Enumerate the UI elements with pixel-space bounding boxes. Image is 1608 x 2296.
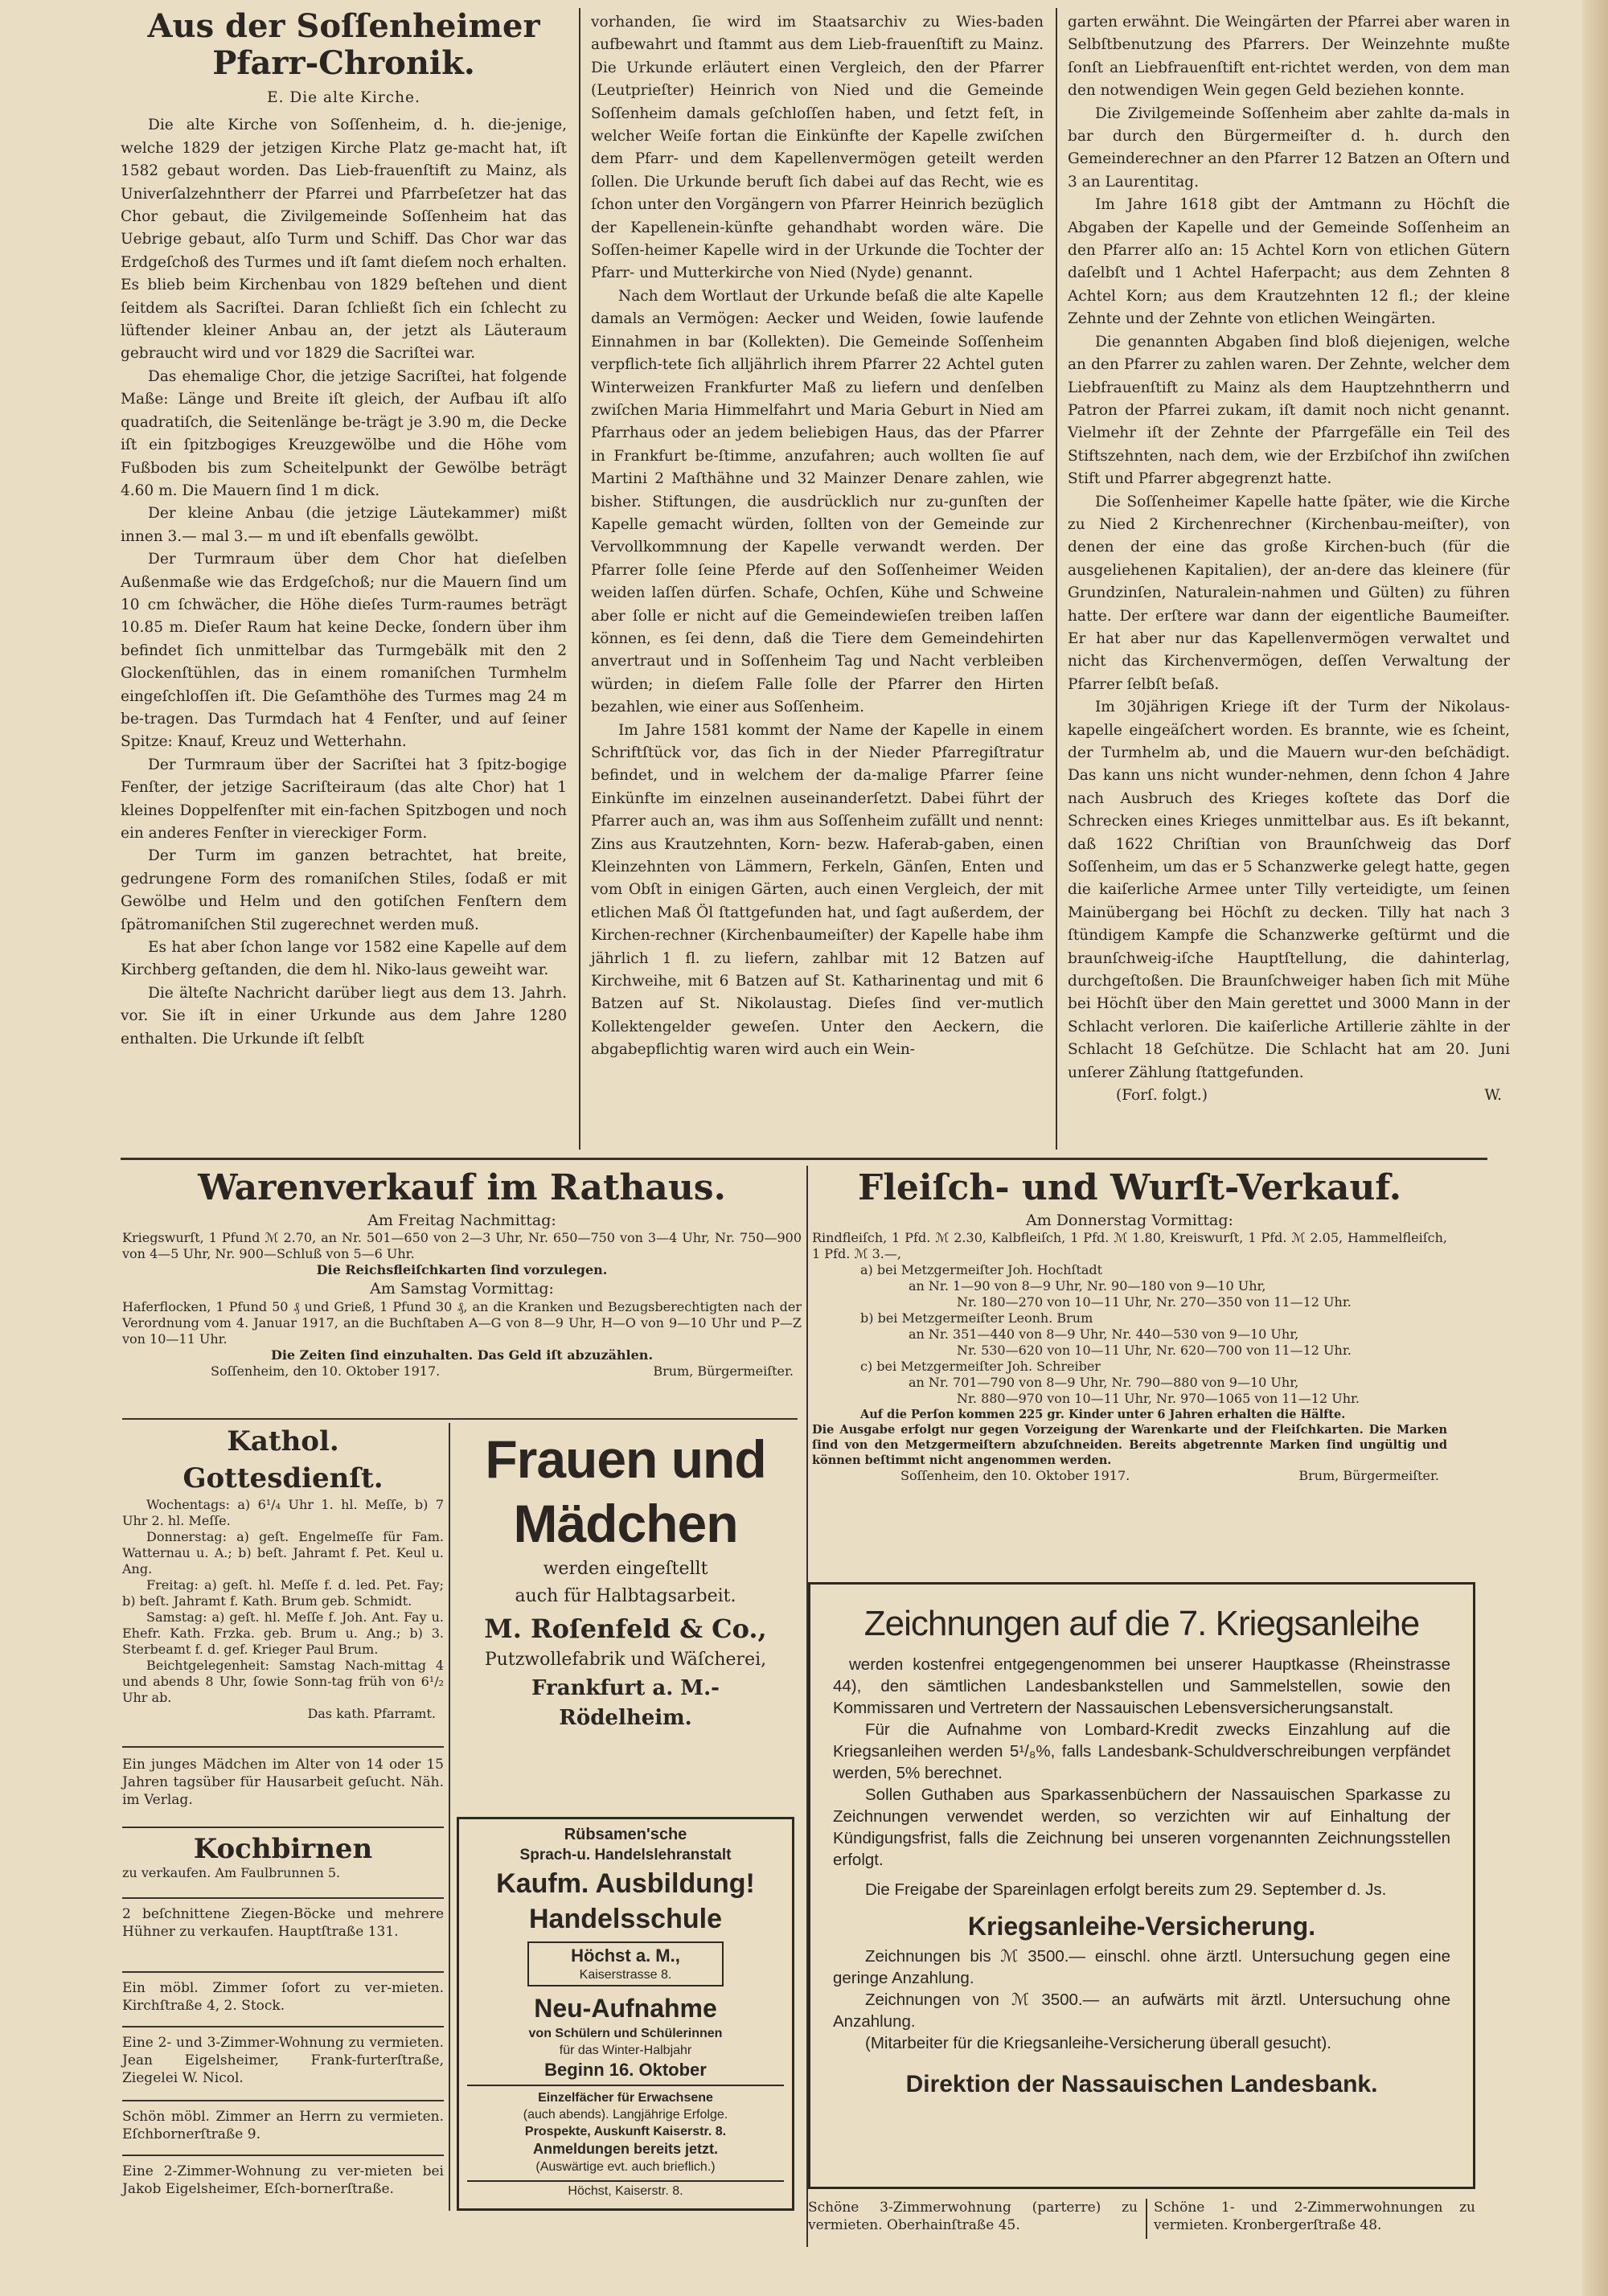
article-subtitle: E. Die alte Kirche.	[267, 89, 420, 106]
article-paragraph: Die alte Kirche von Soſſenheim, d. h. die-jenige, welche 1829 der jetzigen Kirche Platz ge-macht hat, iſt 1582 gebaut worden. Das Lieb-frauenſtift zu Mainz, als Univerſalzehntherr der Pfarrei und Pfarrbeſetzer hat das Chor gebaut, die Zivilgemeinde Soſſenheim hat das Uebrige gebaut, alſo Turm und Schiff. Das Chor war das Erdgeſchoß des Turmes und iſt ſamt dieſem noch erhalten. Es blieb beim Kirchenbau von 1829 beſtehen und dient ſeitdem als Sacriſtei. Daran ſchließt ſich ein ſchlecht zu lüftender kleiner Anbau an, der jetzt als Läuteraum gebraucht wird und vor 1829 die Sacriſtei war.	[121, 117, 567, 363]
article-paragraph: Der kleine Anbau (die jetzige Läutekammer) mißt innen 3.— mal 3.— m und iſt ebenfalls gewölbt.	[121, 505, 567, 545]
rosenfeld-company: M. Roſenfeld & Co.,	[484, 1613, 767, 1644]
article-paragraph: Die älteſte Nachricht darüber liegt aus dem 13. Jahrh. vor. Sie iſt in einer Urkunde aus dem Jahre 1280 enthalten. Die Urkunde iſt ſelbſt	[121, 984, 567, 1048]
rosenfeld-headline: Mädchen	[513, 1494, 738, 1553]
small-ad-kochbirnen: Kochbirnen zu verkaufen. Am Faulbrunnen 5.	[122, 1827, 444, 1881]
butcher-c-line: an Nr. 701—790 von 8—9 Uhr, Nr. 790—880 von 9—10 Uhr,	[909, 1375, 1299, 1390]
article-paragraph: Das ehemalige Chor, die jetzige Sacriſtei, hat folgende Maße: Länge und Breite iſt gleich, der Aufbau iſt alſo quadratiſch, die Seitenlänge be-trägt je 3.90 m, die Decke iſt ein ſpitzbogiges Kreuzgewölbe und die Höhe vom Fußboden bis zum Scheitelpunkt der Gewölbe beträgt 4.60 m. Die Mauern ſind 1 m dick.	[121, 367, 567, 499]
butcher-a-line: Nr. 180—270 von 10—11 Uhr, Nr. 270—350 von 11—12 Uhr.	[957, 1294, 1352, 1310]
butcher-c: c) bei Metzgermeiſter Joh. Schreiber	[860, 1359, 1101, 1374]
footer-place: Soſſenheim, den 10. Oktober 1917.	[211, 1363, 441, 1379]
service-sign: Das kath. Pfarramt.	[307, 1706, 436, 1721]
friday-heading: Am Freitag Nachmittag:	[367, 1212, 556, 1229]
butcher-c-line: Nr. 880—970 von 10—11 Uhr, Nr. 970—1065 von 11—12 Uhr.	[957, 1391, 1360, 1406]
fleisch-title: Fleiſch- und Wurſt-Verkauf.	[857, 1167, 1402, 1208]
small-ad-wohnung: Eine 2-Zimmer-Wohnung zu ver-mieten bei Jakob Eigelsheimer, Eſch-bornerſtraße.	[122, 2155, 444, 2198]
small-ad-wohnung: Schöne 1- und 2-Zimmerwohnungen zu vermieten. Kronbergerſtraße 48.	[1154, 2200, 1475, 2233]
small-ad-wohnung: Eine 2- und 3-Zimmer-Wohnung zu vermieten. Jean Eigelsheimer, Frank-furterſtraße, Ziegelei W. Nicol.	[122, 2026, 444, 2087]
column-rule	[1146, 2199, 1147, 2239]
butcher-a-line: an Nr. 1—90 von 8—9 Uhr, Nr. 90—180 von 9—10 Uhr,	[909, 1278, 1266, 1294]
friday-note: Die Reichsfleiſchkarten ſind vorzulegen.	[316, 1262, 608, 1277]
landesbank-sign: Direktion der Nassauischen Landesbank.	[905, 2071, 1378, 2097]
article-paragraph: Die Soſſenheimer Kapelle hatte ſpäter, wie die Kirche zu Nied 2 Kirchenrechner (Kirchenbau-meiſter), von denen der eine das große Kirchen-buch (für die ausgeliehenen Kapitalien), der an-dere das kleinere (für Grundzinſen, Naturalein-nahmen und Gülten) zu führen hatte. Der erſtere war dann der eigentliche Baumeiſter. Er hat aber nur das Kapellenvermögen verwaltet und nicht das Kirchenvermögen, deſſen Verwaltung der Pfarrer ſelbſt beſaß.	[1068, 493, 1510, 693]
article-paragraph: Der Turmraum über der Sacriſtei hat 3 ſpitz-bogige Fenſter, der jetzige Sacriſteiraum (das alte Chor) hat 1 kleines Doppelfenſter mit ein-fachen Spitzbogen und noch ein anderes Fenſter in viereckiger Form.	[121, 756, 567, 842]
kriegsanleihe-title: Zeichnungen auf die 7. Kriegsanleihe	[863, 1604, 1420, 1643]
fleisch-note: Die Ausgabe erfolgt nur gegen Vorzeigung der Warenkarte und der Fleiſchkarten. Die Marken ſind von den Metzgermeiſtern abzuſchneiden. Bereits abgetrennte Marken ſind ungültig und können beſtimmt nicht angenommen werden.	[812, 1423, 1447, 1467]
small-ad-maedchen: Ein junges Mädchen im Alter von 14 oder 15 Jahren tagsüber für Hausarbeit geſucht. Näh. im Verlag.	[122, 1746, 444, 1809]
article-paragraph: Im Jahre 1581 kommt der Name der Kapelle in einem Schriftſtück vor, das ſich in der Nieder Pfarregiſtratur befindet, und in welchem der da-malige Pfarrer ſeine Einkünfte im einzelnen auseinanderſetzt. Dabei führt der Pfarrer auch an, was ihm aus Soſſenheim zufällt und nennt: Zins aus Krautzehnten, Korn- bezw. Haferab-gaben, einen Kleinzehnten von Lämmern, Ferkeln, Gänſen, Enten und vom Obſt in einigen Gärten, auch einen Vergleich, der mit etlichen Maß Öl ſtattgefunden hat, und ſagt außerdem, der Kirchen-rechner (Kirchenbaumeiſter) der Kapelle habe ihm jährlich 1 fl. zu liefern, zahlbar mit 12 Batzen auf Kirchweihe, mit 6 Batzen auf St. Katharinentag und mit 6 Batzen auf St. Nikolaustag. Dieſes ſind ver-mutlich Kollektengelder geweſen. Unter den Aeckern, die abgabepflichtig waren wird auch ein Wein-	[591, 721, 1044, 1059]
column-rule	[1056, 8, 1057, 1150]
butcher-b: b) bei Metzgermeiſter Leonh. Brum	[860, 1310, 1093, 1326]
fleisch-heading: Am Donnerstag Vormittag:	[1026, 1212, 1233, 1229]
article-column-3	[1068, 11, 1510, 1107]
address-box: Höchst a. M., Kaiserstrasse 8.	[527, 1941, 724, 1986]
page-edge	[1582, 0, 1608, 2296]
author-initial: W.	[1484, 1087, 1502, 1105]
service-line: Freitag: a) geſt. hl. Meſſe f. d. led. Pet. Fay; b) beſt. Jahramt f. Kath. Brum geb. Schmidt.	[122, 1577, 444, 1609]
butcher-a: a) bei Metzgermeiſter Joh. Hochſtadt	[860, 1262, 1103, 1277]
butcher-b-line: an Nr. 351—440 von 8—9 Uhr, Nr. 440—530 von 9—10 Uhr,	[909, 1326, 1299, 1342]
article-paragraph: Nach dem Wortlaut der Urkunde beſaß die alte Kapelle damals an Vermögen: Aecker und Weiden, ſowie laufende Einnahmen in bar (Kollekten). Die Gemeinde Soſſenheim verpflich-tete ſich alljährlich ihrem Pfarrer 22 Achtel guten Winterweizen Frankfurter Maß zu liefern und denſelben zwiſchen Maria Himmelfahrt und Maria Geburt in Nied am Pfarrhaus oder an jedem beliebigen Haus, das der Pfarrer in Frankfurt be-ſtimme, anzufahren; auch wollten ſie auf Martini 2 Maſthähne und 32 Mainzer Denare zahlen, wie bisher. Stiftungen, die ausdrücklich nur zu-gunſten der Kapelle gemacht würden, ſollten von der Gemeinde zur Vervollkommnung der Kapelle verwandt werden. Der Pfarrer ſolle ſeine Pferde auf den Soſſenheimer Weiden weiden laſſen dürfen. Schafe, Ochſen, Kühe und Schweine aber ſolle er nicht auf die Gemeindewieſen treiben laſſen können, es ſei denn, daß die Tiere dem Gemeindehirten anvertraut und in Soſſenheim Tag und Nacht verbleiben würden; in dieſem Falle ſolle der Pfarrer den Hirten bezahlen, wie einer aus Soſſenheim.	[591, 287, 1044, 716]
footer-place: Soſſenheim, den 10. Oktober 1917.	[900, 1468, 1130, 1483]
article-column-1	[121, 8, 567, 1051]
rosenfeld-ad: Frauen und Mädchen werden eingeſtellt auch für Halbtagsarbeit. M. Roſenfeld & Co., Putzwollefabrik und Wäſcherei, Frankfurt a. M.- Rödelheim.	[457, 1427, 794, 1781]
gottesdienst-title: Kathol. Gottesdienſt.	[183, 1425, 384, 1494]
article-paragraph: vorhanden, ſie wird im Staatsarchiv zu Wies-baden aufbewahrt und ſtammt aus dem Lieb-frauenſtift zu Mainz. Die Urkunde erläutert einen Vergleich, den der Pfarrer (Leutprieſter) Heinrich von Nied und die Gemeinde Soſſenheim damals geſchloſſen haben, und ſetzt feſt, in welcher Weiſe fortan die Einkünfte der Kapelle zwiſchen dem Pfarr- und dem Kapellenvermögen geteilt werden ſollen. Die Urkunde beruft ſich dabei auf das Recht, wie es ſchon unter den Vorgängern von Pfarrer Heinrich bezüglich der Kapellenein-künfte gehandhabt worden wäre. Die Soſſen-heimer Kapelle wird in der Urkunde die Tochter der Pfarr- und Mutterkirche von Nied (Nyde) genannt.	[591, 14, 1044, 282]
article-paragraph: Im Jahre 1618 gibt der Amtmann zu Höchſt die Abgaben der Kapelle und der Gemeinde Soſſenheim an den Pfarrer alſo an: 15 Achtel Korn von etlichen Gütern daſelbſt und 1 Achtel Haferpacht; aus dem Zehnten 8 Achtel Korn; aus dem Krautzehnten 12 fl.; der kleine Zehnte und der Zehnte von etlichen Weingärten.	[1068, 196, 1510, 328]
gottesdienst-notice	[122, 1423, 444, 1722]
article-paragraph: Im 30jährigen Kriege iſt der Turm der Nikolaus-kapelle eingeäſchert worden. Es brannte, wie es ſcheint, der Turmhelm ab, und die Mauern wur-den beſchädigt. Das kann uns nicht wunder-nehmen, denn ſchon 4 Jahre nach Ausbruch des Krieges koſtete das Dorf die Schrecken eines Krieges unmittelbar aus. Es iſt bekannt, daß 1622 Chriſtian von Braunſchweig das Dorf Soſſenheim, um das er 5 Schanzwerke gelegt hatte, gegen die kaiſerliche Armee unter Tilly verteidigte, um ſeinen Mainübergang bei Höchſt zu decken. Tilly hat nach 3 ſtündigem Kampfe die Schanzwerke geſtürmt und die braunſchweig-iſche Hauptſtellung, die dahinterlag, durchgeſtoßen. Die Braunſchweiger haben ſich mit Mühe bei Höchſt über den Main gerettet und 3000 Mann in der Schlacht verloren. Die kaiſerliche Artillerie zählte in der Schlacht 18 Geſchütze. Die Schlacht hat am 20. Juni unſerer Zählung ſtattgefunden.	[1068, 699, 1510, 1081]
service-line: Beichtgelegenheit: Samstag Nach-mittag 4 und abends 8 Uhr, ſowie Sonn-tag früh von 6¹/₂ Uhr ab.	[122, 1658, 444, 1705]
article-paragraph: Es hat aber ſchon lange vor 1582 eine Kapelle auf dem Kirchberg geſtanden, die dem hl. Niko-laus geweiht war.	[121, 939, 567, 979]
friday-text: Kriegswurſt, 1 Pfund ℳ 2.70, an Nr. 501—650 von 2—3 Uhr, Nr. 650—750 von 3—4 Uhr, Nr. 750—900 von 4—5 Uhr, Nr. 900—Schluß von 5—6 Uhr.	[122, 1230, 802, 1261]
column-rule	[579, 8, 580, 1150]
article-paragraph: Die genannten Abgaben ſind bloß diejenigen, welche an den Pfarrer zu zahlen waren. Der Zehnte, welcher dem Liebfrauenſtift zu Mainz als dem Hauptzehntherrn und Patron der Pfarrei zukam, iſt damit noch nicht genannt. Vielmehr iſt der Zehnte der Pfarrgefälle ein Teil des Stiftszehnten, nach dem, wie der Erzbiſchof ihn zwiſchen Stift und Pfarrer abgegrenzt hatte.	[1068, 333, 1510, 488]
saturday-text: Haferflocken, 1 Pfund 50 ₰ und Grieß, 1 Pfund 30 ₰, an die Kranken und Bezugsberechtigten nach der Verordnung vom 4. Januar 1917, an die Buchſtaben A—G von 8—9 Uhr, H—O von 9—10 Uhr und P—Z von 10—11 Uhr.	[122, 1299, 802, 1347]
footer-sign: Brum, Bürgermeiſter.	[1298, 1468, 1439, 1483]
small-ad-zimmer: Ein möbl. Zimmer ſofort zu ver-mieten. Kirchſtraße 4, 2. Stock.	[122, 1971, 444, 2015]
service-line: Donnerstag: a) geſt. Engelmeſſe für Fam. Watternau u. A.; b) beſt. Jahramt f. Pet. Keul u. Ang.	[122, 1529, 444, 1576]
versicherung-title: Kriegsanleihe-Versicherung.	[967, 1912, 1316, 1941]
saturday-note: Die Zeiten ſind einzuhalten. Das Geld iſt abzuzählen.	[270, 1347, 654, 1363]
warenverkauf-notice	[122, 1166, 802, 1415]
column-rule	[449, 1423, 450, 2211]
article-paragraph: garten erwähnt. Die Weingärten der Pfarrei aber waren in Selbſtbenutzung des Pfarrers. Der Weinzehnte mußte ſonſt an Liebfrauenſtift ent-richtet werden, von dem man den notwendigen Wein gegen Geld beziehen konnte.	[1068, 14, 1510, 100]
section-rule	[121, 1158, 1487, 1160]
service-line: Wochentags: a) 6¹/₄ Uhr 1. hl. Meſſe, b) 7 Uhr 2. hl. Meſſe.	[122, 1497, 444, 1528]
saturday-heading: Am Samstag Vormittag:	[370, 1280, 554, 1298]
article-title: Aus der Soſſenheimer Pfarr-Chronik.	[147, 7, 540, 82]
small-ad-zimmer: Schön möbl. Zimmer an Herrn zu vermieten. Eſchbornerſtraße 9.	[122, 2100, 444, 2143]
article-paragraph: Die Zivilgemeinde Soſſenheim aber zahlte da-mals in bar durch den Bürgermeiſter d. h. durch den Gemeinderechner an den Pfarrer 12 Batzen an Oſtern und 3 an Laurentitag.	[1068, 105, 1510, 191]
ruebsamen-ad: Rübsamen'sche Sprach-u. Handelslehranstalt Kaufm. Ausbildung! Handelsschule Höchst a. M., Kaiserstrasse 8. Neu-Aufnahme von Schülern und Schülerinnen für das Winter-Halbjahr Beginn 16. Oktober Einzelfächer für Erwachsene (auch abends). Langjährige Erfolge. Prospekte, Auskunft Kaiserstr. 8. Anmeldungen bereits jetzt. (Auswärtige evt. auch brieflich.) Höchst, Kaiserstr. 8.	[457, 1817, 794, 2211]
small-ad-wohnung: Schöne 3-Zimmerwohnung (parterre) zu vermieten. Oberhainſtraße 45.	[808, 2200, 1138, 2233]
butcher-b-line: Nr. 530—620 von 10—11 Uhr, Nr. 620—700 von 11—12 Uhr.	[957, 1343, 1352, 1358]
article-paragraph: Der Turmraum über dem Chor hat dieſelben Außenmaße wie das Erdgeſchoß; nur die Mauern ſind um 10 cm ſchwächer, die Höhe dieſes Turm-raumes beträgt 10.85 m. Dieſer Raum hat keine Decke, ſondern über ihm befindet ſich unmittelbar das Turmgebälk mit den 2 Glockenſtühlen, das in einem romaniſchen Turmhelm eingeſchloſſen iſt. Die Geſamthöhe des Turmes mag 24 m be-tragen. Das Turmdach hat 4 Fenſter, und auf ſeiner Spitze: Knauf, Kreuz und Wetterhahn.	[121, 551, 567, 751]
small-ad-ziegen: 2 beſchnittene Ziegen-Böcke und mehrere Hühner zu verkaufen. Hauptſtraße 131.	[122, 1897, 444, 1941]
fleisch-note: Auf die Perſon kommen 225 gr. Kinder unter 6 Jahren erhalten die Hälfte.	[860, 1408, 1346, 1421]
fleisch-prices: Rindfleiſch, 1 Pfd. ℳ 2.30, Kalbfleiſch, 1 Pfd. ℳ 1.80, Kreiswurſt, 1 Pfd. ℳ 2.05, Hammelfleiſch, 1 Pfd. ℳ 3.—,	[812, 1230, 1447, 1261]
article-paragraph: Der Turm im ganzen betrachtet, hat breite, gedrungene Form des romaniſchen Stiles, ſodaß er mit Gewölbe und Helm und den gotiſchen Fenſtern dem ſpätromaniſchen Stil zugerechnet werden muß.	[121, 847, 567, 933]
fleisch-notice	[812, 1166, 1447, 1568]
rosenfeld-headline: Frauen und	[485, 1429, 766, 1489]
footer-sign: Brum, Bürgermeiſter.	[653, 1363, 794, 1379]
continuation-note: (Forſ. folgt.)	[1116, 1087, 1208, 1105]
section-rule	[122, 1418, 798, 1420]
warenverkauf-title: Warenverkauf im Rathaus.	[198, 1167, 726, 1208]
service-line: Samstag: a) geſt. hl. Meſſe f. Joh. Ant. Fay u. Ehefr. Kath. Frzka. geb. Brum u. Ang.; b) 3. Sterbeamt f. d. gef. Krieger Paul Brum.	[122, 1609, 444, 1657]
kriegsanleihe-ad: Zeichnungen auf die 7. Kriegsanleihe werden kostenfrei entgegengenommen bei unserer Hauptkasse (Rheinstrasse 44), den sämtlichen Landesbankstellen und Sammelstellen, sowie den Kommissaren und Vertretern der Nassauischen Lebensversicherungsanstalt. Für die Aufnahme von Lombard-Kredit zwecks Einzahlung auf die Kriegsanleihen werden 5¹/₈%, falls Landesbank-Schuldverschreibungen verpfändet werden, 5% berechnet. Sollen Guthaben aus Sparkassenbüchern der Nassauischen Sparkasse zu Zeichnungen verwendet werden, so verzichten wir auf Einhaltung der Kündigungsfrist, falls die Zeichnung bei unseren vorgenannten Zeichnungsstellen erfolgt. Die Freigabe der Spareinlagen erfolgt bereits zum 29. September d. Js. Kriegsanleihe-Versicherung. Zeichnungen bis ℳ 3500.— einschl. ohne ärztl. Untersuchung gegen eine geringe Anzahlung. Zeichnungen von ℳ 3500.— an aufwärts mit ärztl. Untersuchung ohne Anzahlung. (Mitarbeiter für die Kriegsanleihe-Versicherung überall gesucht). Direktion der Nassauischen Landesbank.	[808, 1582, 1475, 2189]
article-column-2	[591, 11, 1044, 1062]
